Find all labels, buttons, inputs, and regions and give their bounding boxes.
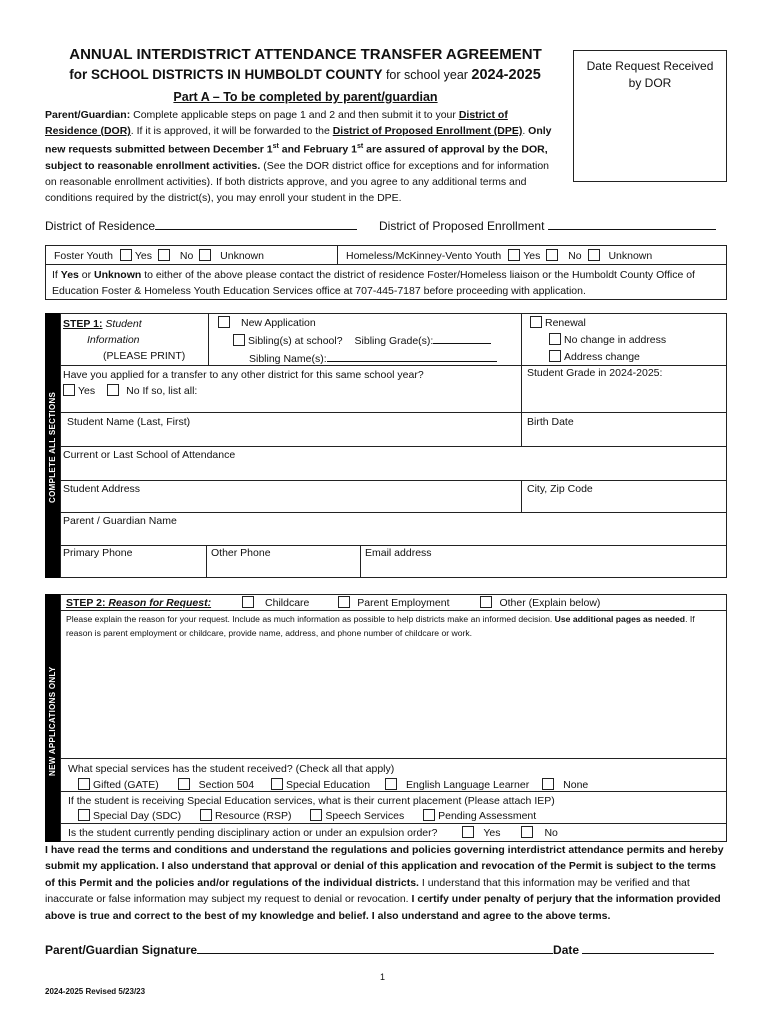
part-a-heading: Part A – To be completed by parent/guardian xyxy=(173,90,438,104)
step1-label: STEP 1: xyxy=(63,318,103,330)
sibling-names-line[interactable] xyxy=(327,350,497,362)
intro-lead: Parent/Guardian: xyxy=(45,109,131,121)
discipline-yes-label: Yes xyxy=(483,827,501,839)
other-reason-checkbox[interactable] xyxy=(480,596,492,608)
ell-label: English Language Learner xyxy=(406,779,530,791)
district-residence-line[interactable] xyxy=(155,218,357,230)
step2-label xyxy=(66,597,211,609)
homeless-no-checkbox[interactable] xyxy=(588,249,600,261)
applied-elsewhere xyxy=(63,367,424,399)
application-type xyxy=(218,315,497,368)
divider xyxy=(521,480,522,512)
siblings-checkbox[interactable] xyxy=(233,334,245,346)
intro-text-4: (See the DOR district office for exceptions and for information on reasonable enrollment activities). If both districts approve, and you agree to any additional terms and conditions required by the district(s), you may enroll your student in the DPE. xyxy=(45,159,550,204)
placement-question: If the student is receiving Special Education services, what is their current placement (Please attach IEP) xyxy=(68,795,555,807)
discipline-no-label: No xyxy=(544,827,558,839)
discipline-yes-checkbox[interactable] xyxy=(462,826,474,838)
step1-title-b: Information xyxy=(87,334,140,346)
district-proposed-line[interactable] xyxy=(548,218,716,230)
applied-no-checkbox[interactable] xyxy=(107,384,119,396)
subtitle-for: for school year xyxy=(382,68,472,82)
district-residence-label: District of Residence xyxy=(45,219,156,233)
special-ed-label: Special Education xyxy=(286,779,371,791)
parent-employment-label: Parent Employment xyxy=(357,597,450,609)
district-proposed-field[interactable] xyxy=(379,218,716,233)
intro-text-2: . If it is approved, it will be forwarded to the xyxy=(130,125,333,137)
step2-title: Reason for Request: xyxy=(108,597,212,609)
discipline-row xyxy=(68,826,558,839)
explain-text-b: . If reason is parent employment or childcare, provide name, address, and phone number of childcare or work. xyxy=(66,614,695,638)
intro-text-1: Complete applicable steps on page 1 and 2 and then submit it to your xyxy=(130,109,459,121)
reason-textarea[interactable] xyxy=(62,643,724,755)
divider xyxy=(521,313,522,412)
declaration-bold-a: I have read the terms and conditions and understand the regulations and policies governing interdistrict attendance permits and hereby submit my application. I also understand that approval or denial of this application and revocation of the Permit is subject to the terms of this Permit and the policies and/or regulations of the individual districts. xyxy=(45,844,724,889)
signature-row xyxy=(45,942,714,957)
none-label: None xyxy=(563,779,589,791)
divider xyxy=(60,610,727,611)
foster-no-label: No xyxy=(179,250,194,262)
declaration-bold-b: I certify under penalty of perjury that the information provided above is true and correct to the best of my knowledge and belief. I also understand and agree to the above terms. xyxy=(45,893,721,922)
student-address-label: Student Address xyxy=(63,483,141,495)
guardian-name-label: Parent / Guardian Name xyxy=(63,515,177,527)
step1-heading xyxy=(63,316,185,364)
step2-label-text: STEP 2: xyxy=(66,597,109,609)
none-checkbox[interactable] xyxy=(542,778,554,790)
note-text-b: to either of the above please contact the district of residence Foster/Homeless liaison or the Humboldt County Office of Education Foster & Homeless Youth Education Services office at 707-445-7187 before proceeding with application. xyxy=(52,269,695,297)
liaison-note xyxy=(52,268,722,299)
ell-checkbox[interactable] xyxy=(385,778,397,790)
step1-title-a: Student xyxy=(102,318,142,330)
sibling-names-label: Sibling Name(s): xyxy=(249,353,327,365)
dor-term: District of Residence (DOR) xyxy=(45,109,508,137)
signature-label: Parent/Guardian Signature xyxy=(45,943,198,957)
form-title: ANNUAL INTERDISTRICT ATTENDANCE TRANSFER AGREEMENT xyxy=(69,46,542,63)
date-box-line1: Date Request Received xyxy=(586,59,714,73)
note-yes: Yes xyxy=(60,269,79,281)
no-change-checkbox[interactable] xyxy=(549,333,561,345)
reason-instructions xyxy=(66,613,721,640)
explain-bold: Use additional pages as needed xyxy=(554,614,686,624)
subtitle-county: for SCHOOL DISTRICTS IN HUMBOLDT COUNTY xyxy=(69,67,383,82)
divider xyxy=(60,545,727,546)
applied-question: Have you applied for a transfer to any other district for this same school year? xyxy=(63,369,424,381)
step2-side-bar xyxy=(45,594,61,842)
note-text-a: If xyxy=(52,269,61,281)
sup-st-2: st xyxy=(357,143,364,150)
childcare-label: Childcare xyxy=(265,597,310,609)
speech-label: Speech Services xyxy=(325,810,405,822)
renewal-group xyxy=(530,315,666,366)
divider xyxy=(60,446,727,447)
childcare-checkbox[interactable] xyxy=(242,596,254,608)
foster-row xyxy=(54,249,264,262)
other-phone-label: Other Phone xyxy=(211,547,271,559)
student-name-label: Student Name (Last, First) xyxy=(67,416,191,428)
address-change-label: Address change xyxy=(564,351,640,363)
divider xyxy=(360,545,361,578)
intro-bold-b: and February 1 xyxy=(278,143,358,156)
step1-side-label: COMPLETE ALL SECTIONS xyxy=(48,391,57,503)
parent-employment-checkbox[interactable] xyxy=(338,596,350,608)
step1-side-bar xyxy=(45,313,61,578)
applied-no-label: No If so, list all: xyxy=(126,385,198,397)
district-proposed-label: District of Proposed Enrollment xyxy=(379,219,545,233)
foster-unknown-label: Unknown xyxy=(220,250,264,262)
applied-yes-label: Yes xyxy=(78,385,96,397)
section504-checkbox[interactable] xyxy=(178,778,190,790)
revision-note: 2024-2025 Revised 5/23/23 xyxy=(45,987,146,996)
pending-assessment-label: Pending Assessment xyxy=(438,810,537,822)
homeless-unknown-label: Unknown xyxy=(608,250,653,262)
step2-heading-row xyxy=(66,596,600,609)
new-application-checkbox[interactable] xyxy=(218,316,230,328)
step2-side-label: NEW APPLICATIONS ONLY xyxy=(48,666,57,776)
siblings-label: Sibling(s) at school? xyxy=(248,335,343,347)
gifted-checkbox[interactable] xyxy=(78,778,90,790)
divider xyxy=(60,412,727,413)
no-change-label: No change in address xyxy=(564,334,667,346)
intro-paragraph xyxy=(45,107,563,206)
homeless-row xyxy=(346,249,652,262)
applied-yes-checkbox[interactable] xyxy=(63,384,75,396)
divider xyxy=(60,758,727,759)
intro-bold-c: are assured of approval by the DOR, subject to reasonable enrollment activities. xyxy=(45,143,548,172)
city-zip-label: City, Zip Code xyxy=(527,483,593,495)
speech-checkbox[interactable] xyxy=(310,809,322,821)
services-question: What special services has the student received? (Check all that apply) xyxy=(68,763,395,775)
foster-yes-box[interactable] xyxy=(158,249,170,261)
date-line[interactable] xyxy=(582,942,714,954)
special-services xyxy=(68,761,588,793)
explain-text-a: Please explain the reason for your request. Include as much information as possible to help districts make an informed decision. xyxy=(66,614,555,624)
form-subtitle xyxy=(40,67,570,83)
homeless-yes-box[interactable] xyxy=(546,249,558,261)
divider xyxy=(45,264,727,265)
last-school-label: Current or Last School of Attendance xyxy=(63,449,236,461)
foster-yes-label: Yes xyxy=(134,250,153,262)
divider xyxy=(60,480,727,481)
rsp-checkbox[interactable] xyxy=(200,809,212,821)
gifted-label: Gifted (GATE) xyxy=(93,779,159,791)
email-label: Email address xyxy=(365,547,432,559)
page-number: 1 xyxy=(380,972,386,982)
date-label: Date xyxy=(553,943,580,957)
divider xyxy=(206,545,207,578)
section504-label: Section 504 xyxy=(198,779,255,791)
grade-label: Student Grade in 2024-2025: xyxy=(527,367,663,379)
divider xyxy=(337,245,338,264)
homeless-yes-label: Yes xyxy=(523,250,541,262)
foster-no-checkbox[interactable] xyxy=(199,249,211,261)
foster-label: Foster Youth xyxy=(54,250,113,262)
declaration-normal: I understand that this information may be verified and that inaccurate or false information may subject my request to denial or revocation. xyxy=(45,876,690,906)
renewal-label: Renewal xyxy=(545,317,586,329)
sibling-grades-line[interactable] xyxy=(433,332,491,344)
foster-yes-checkbox[interactable] xyxy=(120,249,132,261)
intro-text-3: . xyxy=(522,125,529,137)
address-change-checkbox[interactable] xyxy=(549,350,561,362)
divider xyxy=(208,313,209,365)
divider xyxy=(60,512,727,513)
homeless-yes-checkbox[interactable] xyxy=(508,249,520,261)
other-reason-label: Other (Explain below) xyxy=(499,597,601,609)
note-or: or xyxy=(78,269,95,281)
note-unknown: Unknown xyxy=(94,269,142,281)
homeless-label: Homeless/McKinney-Vento Youth xyxy=(346,250,502,262)
district-residence-field[interactable] xyxy=(45,218,357,233)
date-received-box[interactable] xyxy=(573,50,727,182)
new-application-label: New Application xyxy=(241,317,316,329)
homeless-no-label: No xyxy=(568,250,582,262)
special-ed-checkbox[interactable] xyxy=(271,778,283,790)
sdc-checkbox[interactable] xyxy=(78,809,90,821)
signature-line[interactable] xyxy=(197,942,553,954)
birth-date-label: Birth Date xyxy=(527,416,574,428)
renewal-checkbox[interactable] xyxy=(530,316,542,328)
sup-st-1: st xyxy=(272,143,279,150)
primary-phone-label: Primary Phone xyxy=(63,547,133,559)
sdc-label: Special Day (SDC) xyxy=(93,810,182,822)
dpe-term: District of Proposed Enrollment (DPE) xyxy=(332,125,523,137)
declaration-paragraph xyxy=(45,842,725,924)
discipline-question: Is the student currently pending disciplinary action or under an expulsion order? xyxy=(68,827,438,839)
intro-bold-a: Only new requests submitted between December 1 xyxy=(45,125,552,156)
school-year: 2024-2025 xyxy=(471,67,541,83)
discipline-no-checkbox[interactable] xyxy=(521,826,533,838)
date-box-line2: by DOR xyxy=(628,76,672,90)
pending-assessment-checkbox[interactable] xyxy=(423,809,435,821)
step1-title-c: (PLEASE PRINT) xyxy=(103,350,186,362)
sibling-grades-label: Sibling Grade(s): xyxy=(354,335,434,347)
rsp-label: Resource (RSP) xyxy=(215,810,292,822)
sped-placement xyxy=(68,794,555,824)
divider xyxy=(521,412,522,446)
